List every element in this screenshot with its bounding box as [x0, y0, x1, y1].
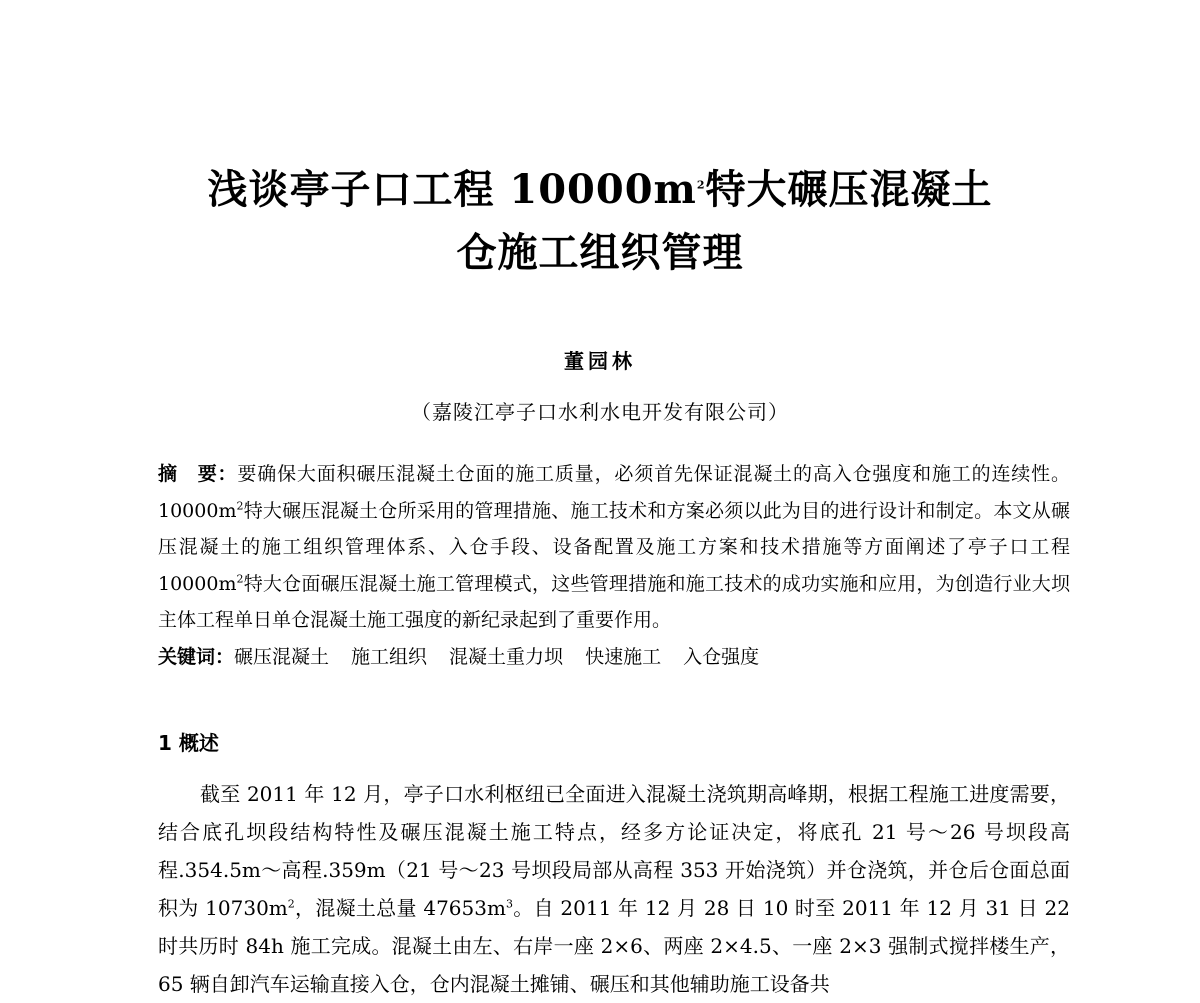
- para-text-1: 截至 2011 年 12 月，亭子口水利枢纽已全面进入混凝土浇筑期高峰期，根据工程施工进度需要，结合底孔坝段结构特性及碾压混凝土施工特点，经多方论证决定，将底孔 21 号～26 号坝段高程.354.5m～高程.359m（21 号～23 号坝段局部从高程 353 开始浇筑）并仓浇筑，并仓后仓面总面积为 10730m: [158, 782, 1070, 920]
- abstract-label: 摘 要：: [158, 463, 238, 485]
- keywords-label: 关键词：: [158, 646, 235, 668]
- para-superscript-2: 3: [505, 897, 513, 911]
- abstract-text-2: 特大碾压混凝土仓所采用的管理措施、施工技术和方案必须以此为目的进行设计和制定。本文从碾压混凝土的施工组织管理体系、入仓手段、设备配置及施工方案和技术措施等方面阐述了亭子口工程 10000m: [158, 499, 1070, 595]
- section-heading-1: 1 概述: [158, 731, 219, 755]
- abstract-text-3: 特大仓面碾压混凝土施工管理模式，这些管理措施和施工技术的成功实施和应用，为创造行业大坝主体工程单日单仓混凝土施工强度的新纪录起到了重要作用。: [158, 572, 1070, 631]
- abstract-superscript-2: 2: [236, 572, 244, 586]
- title-superscript: 2: [696, 178, 706, 192]
- keyword-item: 碾压混凝土: [234, 646, 330, 668]
- keyword-item: 混凝土重力坝: [449, 646, 564, 668]
- author-affiliation: （嘉陵江亭子口水利水电开发有限公司）: [411, 400, 789, 424]
- paper-title-line-1: [0, 165, 1200, 215]
- para-text-2: ，混凝土总量 47653m: [294, 896, 506, 920]
- keyword-item: 快速施工: [585, 646, 662, 668]
- abstract-superscript-1: 2: [236, 499, 244, 513]
- author-name: 董园林: [564, 349, 636, 373]
- keyword-item: 入仓强度: [683, 646, 760, 668]
- abstract: [158, 456, 1070, 639]
- paper-title-line-2: 仓施工组织管理: [456, 229, 744, 276]
- keywords: [158, 639, 1070, 675]
- body-paragraph-1: [158, 775, 1070, 1003]
- title-text-b: 特大碾压混凝土: [705, 166, 993, 213]
- title-text-a: 浅谈亭子口工程 10000m: [207, 166, 697, 213]
- keyword-item: 施工组织: [351, 646, 428, 668]
- para-superscript-1: 2: [287, 897, 295, 911]
- abstract-text-1: 要确保大面积碾压混凝土仓面的施工质量，必须首先保证混凝土的高入仓强度和施工的连续性。10000m: [158, 463, 1070, 522]
- para-text-3: 。自 2011 年 12 月 28 日 10 时至 2011 年 12 月 31 日 22 时共历时 84h 施工完成。混凝土由左、右岸一座 2×6、两座 2×4.5、一座 2×3 强制式搅拌楼生产，65 辆自卸汽车运输直接入仓，仓内混凝土摊铺、碾压和其他辅助施工设备共: [158, 896, 1070, 996]
